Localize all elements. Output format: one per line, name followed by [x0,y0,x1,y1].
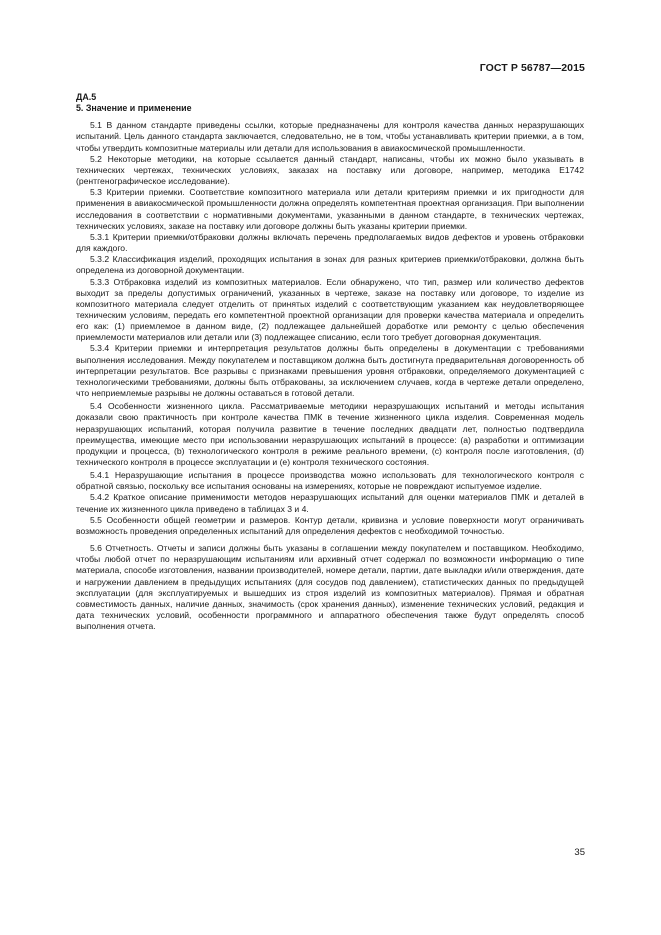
paragraph-5-3-3: 5.3.3 Отбраковка изделий из композитных материалов. Если обнаружено, что тип, размер или количество дефектов выходит за пределы допустимых ограничений, указанных в чертеже, заказе на поставку или договоре, то изделие из композитного материала следует отделить от принятых изделий с соответствующим указанием как неудовлетворяющее техническим условиям, передать его компетентной проектной организации для проверки качества материала и определить его как: (1) приемлемое в данном виде, (2) подлежащее дальнейшей доработке или ремонту с целью обеспечения приемлемости материалов или детали или (3) подлежащее списанию, если того требует договорная документация. [76,276,584,343]
paragraph-5-3: 5.3 Критерии приемки. Соответствие композитного материала или детали критериям приемки и их пригодности для применения в авиакосмической промышленности должна определять компетентная проектная организация. При выполнении исследования в соответствии с нормативными документами, указанными в данном стандарте, в технических чертежах, технических условиях, заказе на поставку или договоре должны быть указаны критерии приемки. [76,187,584,231]
paragraph-5-4-2: 5.4.2 Краткое описание применимости методов неразрушающих испытаний для оценки материалов ПМК и деталей в течение их жизненного цикла приведено в таблицах 3 и 4. [76,492,584,514]
paragraph-5-1: 5.1 В данном стандарте приведены ссылки, которые предназначены для контроля качества данных неразрушающих испытаний. Цель данного стандарта заключается, следовательно, не в том, чтобы устанавливать критерии приемки, а в том, чтобы утвердить композитные материалы или детали для использования в авиакосмической промышленности. [76,120,584,153]
paragraph-5-6: 5.6 Отчетность. Отчеты и записи должны быть указаны в соглашении между покупателем и поставщиком. Необходимо, чтобы любой отчет по неразрушающим испытаниям или архивный отчет содержал по возможности информацию о типе материала, способе изготовления, названии производителей, номере детали, партии, дате выкладки и/или отверждения, дате и нагружении давлением в предыдущих испытаниях (для сосудов под давлением), статистических данных по предыдущей эксплуатации (для эксплуатируемых и вышедших из строя изделий из композитных материалов). Прямая и обратная совместимость данных, наличие данных, значимость (срок хранения данных), изменение технических условий, редакция и дата технических условий, особенности программного и аппаратного обеспечения также будут определять способ выполнения отчета. [76,543,584,632]
standard-id-header: ГОСТ Р 56787—2015 [479,62,585,74]
annex-label: ДА.5 [76,92,97,102]
paragraph-5-2: 5.2 Некоторые методики, на которые ссылается данный стандарт, написаны, чтобы их можно было указывать в технических чертежах, технических условиях, заказах на поставку или договоре, например, методика E1742 (рентгенографическое исследование). [76,153,584,187]
document-body [76,88,584,632]
section-title: 5. Значение и применение [76,103,192,114]
page-number: 35 [574,847,585,858]
paragraph-5-4: 5.4 Особенности жизненного цикла. Рассматриваемые методики неразрушающих испытаний и методы испытания доказали свою практичность при контроле качества ПМК в течение жизненного цикла изделия. Современная модель неразрушающих испытаний, которая получила развитие в течение последних двадцати лет, полностью подтвердила преимущества, имеющие место при использовании неразрушающих испытаний в процессе: (a) разработки и оптимизации продукции и процесса, (b) технологического контроля в режиме реального времени, (c) контроля после изготовления, (d) технического контроля в процессе эксплуатации и (e) контроля технического состояния. [76,401,584,467]
paragraph-5-3-2: 5.3.2 Классификация изделий, проходящих испытания в зонах для разных критериев приемки/отбраковки, должна быть определена из договорной документации. [76,254,584,276]
paragraph-5-5: 5.5 Особенности общей геометрии и размеров. Контур детали, кривизна и условие поверхности могут ограничивать возможность проведения определенных испытаний для определения дефектов с необходимой точностью. [76,514,584,536]
paragraph-5-3-4: 5.3.4 Критерии приемки и интерпретация результатов должны быть определены в документации с требованиями выполнения исследования. Между покупателем и поставщиком должна быть достигнута предварительная договоренность об интерпретации результатов. Все разрывы с признаками превышения уровня отбраковки, определяемого документацией с технологическими требованиями, должны быть отбракованы, за исключением случаев, когда в чертеже детали определено, что неприемлемые разрывы не должны оставаться в готовой детали. [76,343,584,399]
paragraph-5-3-1: 5.3.1 Критерии приемки/отбраковки должны включать перечень предполагаемых видов дефектов и уровень отбраковки для каждого. [76,231,584,254]
paragraph-5-4-1: 5.4.1 Неразрушающие испытания в процессе производства можно использовать для технологического контроля с обратной связью, поскольку все испытания основаны на измерениях, которые не повреждают испытуемое изделие. [76,470,584,492]
